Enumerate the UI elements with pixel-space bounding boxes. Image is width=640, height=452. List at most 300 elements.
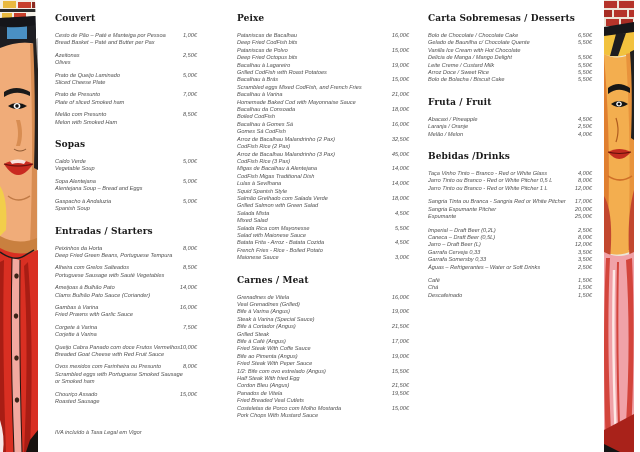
item-price: 12,00€ xyxy=(574,242,592,249)
item-price: 8,00€ xyxy=(578,234,592,241)
item-price: 45,00€ xyxy=(391,151,409,158)
item-price: 1,50€ xyxy=(578,285,592,292)
item-name-line: Jarro Tinto ou Branco - Red or White Pitcher 1 L xyxy=(428,185,548,192)
item-price: 5,00€ xyxy=(183,72,197,79)
item-name xyxy=(55,325,179,340)
menu-item xyxy=(55,392,197,407)
item-name-line: or Smoked ham xyxy=(55,379,95,386)
item-name-line: Corgete à Varina xyxy=(55,324,98,331)
item-name xyxy=(428,265,574,272)
menu-item xyxy=(237,166,409,181)
item-price: 8,00€ xyxy=(183,364,197,371)
item-price: 4,50€ xyxy=(578,116,592,123)
menu-item xyxy=(237,107,409,122)
item-name xyxy=(237,354,388,369)
item-price: 5,00€ xyxy=(183,159,197,166)
item-name-line: Arroz de Bacalhau Malandrinho (2 Pax) xyxy=(237,136,335,143)
item-price: 16,00€ xyxy=(391,294,409,301)
menu-item xyxy=(428,117,592,124)
item-name xyxy=(237,226,391,241)
item-name-line: Gelado de Baunilha c/ Chocolate Quente xyxy=(428,40,530,47)
menu-item xyxy=(428,171,592,178)
section-title: Sopas xyxy=(55,140,86,151)
item-name-line: Imperial – Draft Beer (0,2L) xyxy=(428,227,496,234)
section-title: Carta Sobremesas / Desserts xyxy=(428,14,575,24)
item-price: 4,50€ xyxy=(395,210,409,217)
menu-item xyxy=(55,33,197,48)
menu-item xyxy=(428,293,592,300)
menu-item xyxy=(428,278,592,285)
item-name-line: Garrafa Cerveja 0,33 xyxy=(428,249,481,256)
menu-item xyxy=(55,179,197,194)
item-name xyxy=(55,392,176,407)
item-name-line: Vegetable Soup xyxy=(55,166,95,173)
footer-note: IVA incluído à Taxa Legal em Vigor xyxy=(55,430,142,436)
item-name-line: Gomes Sá CodFish xyxy=(237,129,286,136)
item-name xyxy=(55,73,179,88)
menu-item xyxy=(237,181,409,196)
item-name-line: Batata Frita - Arroz - Batata Cozida xyxy=(237,240,325,247)
item-name-line: Squid Spanish Style xyxy=(237,188,288,195)
item-name-line: Caneca – Draft Beer (0,5L) xyxy=(428,234,496,241)
item-name xyxy=(237,324,388,339)
menu-item xyxy=(428,40,592,55)
item-price: 2,50€ xyxy=(183,52,197,59)
item-name-line: Fried Prawns with Garlic Sauce xyxy=(55,312,134,319)
item-name-line: Bacalhau à Varina xyxy=(237,92,283,99)
item-price: 5,50€ xyxy=(578,70,592,77)
item-name xyxy=(55,179,179,194)
menu-section xyxy=(428,152,592,300)
menu-item xyxy=(237,48,409,63)
item-price: 17,00€ xyxy=(391,339,409,346)
menu-item xyxy=(428,228,592,235)
item-price: 21,50€ xyxy=(391,324,409,331)
item-name-line: French Fries - Rice - Boiled Potato xyxy=(237,247,323,254)
item-name-line: Salada Rica com Mayonesse xyxy=(237,225,310,232)
item-name-line: Fried Breaded Veal Cutlets xyxy=(237,398,304,405)
item-name-line: Sangria Tinta ou Branca - Sangria Red or White Pitcher xyxy=(428,199,566,206)
item-name xyxy=(237,240,391,255)
item-name-line: Corjette à Varina xyxy=(55,332,97,339)
item-name xyxy=(428,293,574,300)
item-price: 5,00€ xyxy=(183,178,197,185)
item-name-line: Veal Grenadines (Grilled) xyxy=(237,302,300,308)
section-title: Carnes / Meat xyxy=(237,275,309,286)
item-name xyxy=(55,285,176,300)
item-name-line: CodFish Migas Traditional Dish xyxy=(237,173,315,180)
item-price: 7,00€ xyxy=(183,92,197,99)
item-name xyxy=(55,344,181,360)
item-name-line: Abacaxi / Pineapple xyxy=(428,116,478,123)
menu-section xyxy=(55,227,197,407)
item-name xyxy=(237,63,388,78)
item-name xyxy=(237,152,388,167)
item-name-line: Alentejana Soup – Bread and Eggs xyxy=(55,186,143,193)
item-name xyxy=(55,33,179,48)
menu-item xyxy=(428,132,592,139)
item-name-line: Melão / Melon xyxy=(428,131,464,138)
menu-item xyxy=(237,63,409,78)
item-price: 5,50€ xyxy=(578,40,592,47)
menu-item xyxy=(428,77,592,84)
item-price: 2,50€ xyxy=(578,264,592,271)
menu-item xyxy=(428,199,592,206)
item-name xyxy=(428,186,571,193)
item-name xyxy=(237,391,388,406)
item-name-line: Ameijoas à Bulhão Pato xyxy=(55,285,115,292)
item-price: 5,00€ xyxy=(183,198,197,205)
item-name-line: Deep Fried Octopus bits xyxy=(237,55,298,62)
item-price: 2,50€ xyxy=(578,227,592,234)
item-name-line: Bife à Cortador (Angus) xyxy=(237,324,296,331)
menu-item xyxy=(237,122,409,137)
item-name xyxy=(237,92,388,107)
menu-item xyxy=(237,391,409,406)
item-name-line: Bife ao Pimenta (Angus) xyxy=(237,353,298,360)
menu-item xyxy=(55,112,197,127)
section-title: Couvert xyxy=(55,14,96,24)
menu-item xyxy=(237,309,409,324)
item-name-line: Clams Bulhão Pato Sauce (Coriander) xyxy=(55,292,151,299)
item-name-line: Descafeinado xyxy=(428,292,463,299)
item-name-line: Sangria Espumante Pitcher xyxy=(428,206,497,213)
item-name-line: Steak à Varina (Special Sauce) xyxy=(237,316,315,323)
menu-item xyxy=(428,55,592,62)
item-name-line: Laranja / Oranje xyxy=(428,124,469,131)
item-name xyxy=(55,92,179,107)
item-name xyxy=(428,132,574,139)
item-name-line: Queijo Cabra Panado com doce Frutos Vermelhos xyxy=(55,344,181,351)
menu-section xyxy=(55,14,197,127)
menu-item xyxy=(55,325,197,340)
menu-item xyxy=(428,124,592,131)
item-name-line: Grilled Salmon with Green Salad xyxy=(237,203,319,210)
pop-art-woman-icon xyxy=(0,0,38,452)
item-price: 14,00€ xyxy=(179,285,197,292)
item-name-line: Chouriço Assado xyxy=(55,391,98,398)
item-name-line: Scrambled eggs Mixed CodFish, and French Fries xyxy=(237,84,362,91)
item-name-line: Sliced Cheese Plate xyxy=(55,80,106,87)
menu-item xyxy=(428,257,592,264)
menu-item xyxy=(237,383,409,390)
item-name xyxy=(55,199,179,214)
item-price: 16,00€ xyxy=(391,33,409,39)
item-name-line: Mixed Salad xyxy=(237,218,268,225)
menu-item xyxy=(55,92,197,107)
item-price: 15,50€ xyxy=(391,368,409,375)
item-name xyxy=(237,122,388,137)
menu-item xyxy=(55,305,197,320)
menu-item xyxy=(55,53,197,68)
item-name xyxy=(55,305,176,320)
item-name xyxy=(428,278,574,285)
menu-item xyxy=(55,246,197,261)
item-name xyxy=(428,235,574,242)
item-name-line: Olives xyxy=(55,60,71,67)
menu-item xyxy=(428,235,592,242)
item-price: 1,50€ xyxy=(578,292,592,299)
item-name-line: Portuguese Sausage with Sauté Vegetables xyxy=(55,272,165,279)
item-price: 25,00€ xyxy=(574,214,592,221)
item-name xyxy=(237,295,388,310)
item-name xyxy=(428,77,574,84)
item-price: 21,50€ xyxy=(391,383,409,390)
item-name-line: Bacalhau da Consoada xyxy=(237,107,296,114)
item-name-line: Fried Steak With Coffe Sauce xyxy=(237,346,311,353)
item-name-line: Salmão Grelhado com Salada Verde xyxy=(237,195,328,202)
menu-item xyxy=(428,207,592,214)
item-price: 3,50€ xyxy=(578,249,592,256)
item-name xyxy=(237,309,388,324)
item-price: 21,00€ xyxy=(391,92,409,99)
item-name-line: Arroz Doce / Sweet Rice xyxy=(428,70,489,77)
menu-item xyxy=(428,285,592,292)
item-name-line: Bolo de Bolacha / Biscuit Cake xyxy=(428,77,505,84)
menu-item xyxy=(55,73,197,88)
item-name xyxy=(428,171,574,178)
item-price: 15,00€ xyxy=(391,405,409,412)
item-name xyxy=(55,265,179,280)
item-price: 15,00€ xyxy=(391,47,409,54)
right-artwork xyxy=(604,0,634,452)
menu-item xyxy=(237,339,409,354)
item-name-line: Taça Vinho Tinto – Branco - Red or White Glass xyxy=(428,171,548,178)
item-price: 4,50€ xyxy=(395,240,409,247)
item-name xyxy=(428,55,574,62)
item-name-line: Águas – Refrigerantes – Water or Soft Drinks xyxy=(428,264,541,271)
item-name xyxy=(55,159,179,174)
item-name-line: Jarro – Draft Beer (L) xyxy=(428,242,481,249)
item-price: 20,00€ xyxy=(574,206,592,213)
item-name xyxy=(237,33,388,48)
item-name xyxy=(428,33,574,40)
menu-item xyxy=(237,211,409,226)
menu-item xyxy=(237,354,409,369)
item-name xyxy=(428,199,571,206)
item-price: 19,00€ xyxy=(391,62,409,69)
item-name-line: Gaspacho à Andaluzia xyxy=(55,198,112,205)
item-name-line: Pataniscas de Polvo xyxy=(237,47,288,54)
item-price: 1,50€ xyxy=(578,277,592,284)
item-name-line: Gambas à Varina xyxy=(55,304,99,311)
item-name-line: Bacalhau à Lagareiro xyxy=(237,62,291,69)
item-name-line: Migas de Bacalhau à Alentejana xyxy=(237,166,318,173)
menu-item xyxy=(428,33,592,40)
item-name xyxy=(428,117,574,124)
item-price: 8,00€ xyxy=(183,245,197,252)
item-name xyxy=(237,166,388,181)
item-name xyxy=(428,178,574,185)
item-name-line: Salad with Maionese Sauce xyxy=(237,232,307,239)
menu-section xyxy=(428,98,592,139)
item-name-line: Melão com Presunto xyxy=(55,112,107,119)
item-name-line: Caldo Verde xyxy=(55,159,86,166)
item-name-line: Costeletas de Porco com Molho Mostarda xyxy=(237,405,342,412)
item-name-line: Bacalhau à Gomes Sá xyxy=(237,121,293,128)
item-name xyxy=(237,181,388,196)
item-name-line: Homemade Baked Cod with Mayonnaise Sauce xyxy=(237,99,356,106)
menu-item xyxy=(55,199,197,214)
item-name-line: Arroz de Bacalhau Malandrinho (3 Pax) xyxy=(237,151,335,158)
item-name-line: Scrambled eggs with Portuguese Smoked Sausage xyxy=(55,371,183,378)
item-name-line: Bread Basket – Paté and Butter per Pax xyxy=(55,40,155,47)
item-price: 8,50€ xyxy=(183,112,197,119)
item-name-line: Bife à Café (Angus) xyxy=(237,339,286,346)
item-price: 18,00€ xyxy=(391,107,409,114)
item-name-line: Bacalhau à Brás xyxy=(237,77,279,84)
item-price: 3,50€ xyxy=(578,257,592,264)
item-name-line: Prato de Presunto xyxy=(55,92,101,99)
menu-item xyxy=(237,369,409,384)
item-price: 2,50€ xyxy=(578,124,592,131)
item-name-line: Pork Chops With Mustard Sauce xyxy=(237,413,319,420)
item-name-line: Plate of sliced Smoked ham xyxy=(55,99,125,106)
item-name xyxy=(55,112,179,127)
item-name xyxy=(237,48,388,63)
menu-item xyxy=(237,295,409,310)
item-name-line: Cesto de Pão – Paté e Manteiga por Pessoa xyxy=(55,33,166,39)
item-name-line: Deep Fried CodFish bits xyxy=(237,40,298,47)
menu-item xyxy=(55,364,197,386)
menu-item xyxy=(428,242,592,249)
item-name xyxy=(428,40,574,55)
item-name-line: Garrafa Somersby 0,33 xyxy=(428,257,487,264)
item-price: 7,50€ xyxy=(183,324,197,331)
item-name-line: Boiled CodFish xyxy=(237,114,275,121)
menu-section xyxy=(428,14,592,85)
item-name-line: Alheira com Grelos Salteados xyxy=(55,265,129,272)
item-name-line: Maionese Sauce xyxy=(237,255,279,262)
menu-item xyxy=(428,265,592,272)
item-name-line: Leite Creme / Custard Milk xyxy=(428,62,495,69)
item-price: 18,00€ xyxy=(391,195,409,202)
item-price: 12,00€ xyxy=(574,185,592,192)
item-price: 17,00€ xyxy=(574,199,592,206)
item-price: 14,00€ xyxy=(391,181,409,188)
menu-item xyxy=(237,324,409,339)
item-name xyxy=(55,364,183,386)
section-title: Entradas / Starters xyxy=(55,226,153,237)
item-name xyxy=(237,196,388,211)
menu-section xyxy=(237,14,409,263)
item-price: 6,50€ xyxy=(578,33,592,39)
item-name-line: CodFish Rice (3 Pax) xyxy=(237,158,291,165)
item-price: 15,00€ xyxy=(179,391,197,398)
item-price: 16,00€ xyxy=(391,121,409,128)
menu-item xyxy=(55,159,197,174)
menu-item xyxy=(428,214,592,221)
item-name-line: Fried Steak With Peper Sauce xyxy=(237,361,313,368)
item-name-line: Peixinhos da Horta xyxy=(55,245,103,252)
item-price: 14,00€ xyxy=(391,166,409,173)
item-name xyxy=(237,137,388,152)
item-name-line: Deep Fried Green Beans, Portuguese Tempura xyxy=(55,252,173,259)
item-price: 1,00€ xyxy=(183,33,197,39)
menu-item xyxy=(237,152,409,167)
item-name xyxy=(428,250,574,257)
item-price: 32,50€ xyxy=(391,136,409,143)
item-name-line: Bife à Varina (Angus) xyxy=(237,309,290,316)
item-name-line: Panados de Vitela xyxy=(237,390,283,397)
menu-section xyxy=(237,276,409,421)
item-name-line: Salada Mista xyxy=(237,210,270,217)
item-name-line: Pataniscas de Bacalhau xyxy=(237,33,298,39)
item-name-line: Chá xyxy=(428,285,439,292)
item-name xyxy=(428,124,574,131)
item-name xyxy=(237,255,391,262)
item-name xyxy=(428,242,571,249)
item-name xyxy=(428,207,571,214)
item-name-line: Delicia de Manga / Mango Delight xyxy=(428,55,512,62)
item-name xyxy=(237,369,388,384)
section-title: Bebidas /Drinks xyxy=(428,152,510,163)
item-name xyxy=(237,383,388,390)
menu-item xyxy=(428,250,592,257)
item-name-line: Lulas à Sevilhana xyxy=(237,181,282,188)
item-price: 5,50€ xyxy=(395,225,409,232)
item-name xyxy=(237,77,388,92)
item-name xyxy=(55,246,179,261)
item-name-line: 1/2: Bife com ovo estrelado (Angus) xyxy=(237,368,326,375)
menu-item xyxy=(428,186,592,193)
item-name xyxy=(428,257,574,264)
item-price: 19,50€ xyxy=(391,390,409,397)
menu-item xyxy=(237,240,409,255)
item-name xyxy=(428,228,574,235)
section-title: Fruta / Fruit xyxy=(428,97,492,108)
item-price: 5,50€ xyxy=(578,55,592,62)
item-name xyxy=(428,70,574,77)
menu-item xyxy=(237,196,409,211)
item-name-line: Cordon Bleu (Angus) xyxy=(237,383,290,390)
item-name-line: Espumante xyxy=(428,214,457,221)
item-name xyxy=(428,63,574,70)
menu-item xyxy=(428,70,592,77)
item-price: 4,00€ xyxy=(578,171,592,178)
item-name xyxy=(237,406,388,421)
item-price: 4,00€ xyxy=(578,131,592,138)
item-price: 19,00€ xyxy=(391,309,409,316)
left-artwork xyxy=(0,0,38,452)
menu-item xyxy=(237,255,409,262)
item-name-line: Vanilla Ice Cream with Hot Chocolate xyxy=(428,47,521,54)
item-name-line: Breaded Goat Cheese with Red Fruit Sauce xyxy=(55,351,165,358)
menu-item xyxy=(55,285,197,300)
item-name xyxy=(237,211,391,226)
item-price: 10,00€ xyxy=(179,344,197,351)
item-price: 5,50€ xyxy=(578,77,592,84)
menu-item xyxy=(237,137,409,152)
item-name-line: Azeitonas xyxy=(55,52,80,59)
item-price: 8,50€ xyxy=(183,265,197,272)
item-name-line: Roasted Sausage xyxy=(55,399,100,405)
item-name-line: Melon with Smoked Ham xyxy=(55,119,118,126)
item-price: 16,00€ xyxy=(179,304,197,311)
item-name-line: Ovos mexidos com Farinheira ou Presunto xyxy=(55,364,162,371)
menu-item xyxy=(55,345,197,360)
column-2 xyxy=(237,14,409,421)
item-name-line: Grenadines de Vitela xyxy=(237,294,290,301)
item-name xyxy=(237,339,388,354)
item-price: 5,50€ xyxy=(578,62,592,69)
menu-item xyxy=(237,77,409,92)
item-name-line: Spanish Soup xyxy=(55,206,90,213)
menu-section xyxy=(55,140,197,213)
item-name-line: CodFish Rice (2 Pax) xyxy=(237,144,291,151)
item-name-line: Bolo de Chocolate / Chocolate Cake xyxy=(428,33,519,39)
menu-item xyxy=(237,226,409,241)
